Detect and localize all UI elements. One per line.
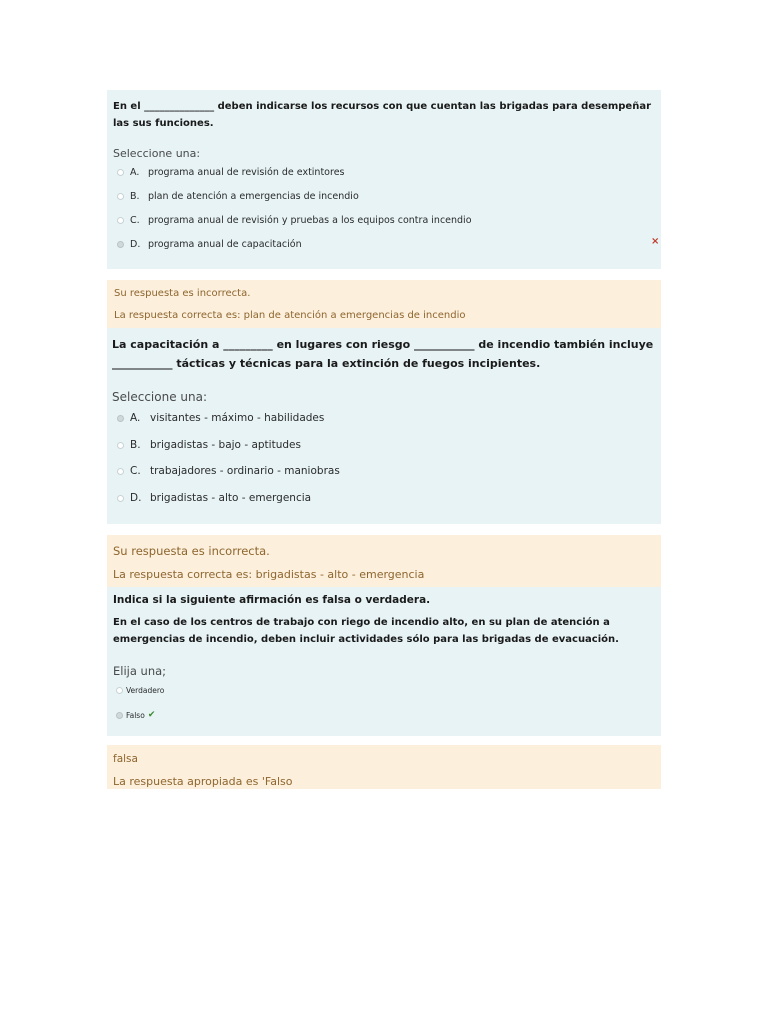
option-letter: B. [130, 439, 141, 451]
feedback-3-status: falsa [113, 753, 138, 765]
radio-button[interactable] [117, 193, 124, 200]
option-letter: C. [130, 215, 140, 226]
question-1-text: En el ______________ deben indicarse los recursos con que cuentan las brigadas para desempeñar las sus funciones. [113, 101, 652, 129]
radio-button[interactable] [117, 468, 124, 475]
question-2-card [107, 328, 661, 524]
radio-button[interactable] [117, 495, 124, 502]
option-label: plan de atención a emergencias de incendio [148, 191, 359, 202]
feedback-2-status: Su respuesta es incorrecta. [113, 544, 270, 558]
question-1-option-a[interactable] [117, 167, 345, 178]
feedback-2 [107, 535, 661, 587]
feedback-1 [107, 280, 661, 328]
feedback-2-correct-answer: La respuesta correcta es: brigadistas - alto - emergencia [113, 568, 425, 581]
radio-button[interactable] [117, 217, 124, 224]
option-letter: D. [130, 239, 141, 250]
option-label: Verdadero [126, 686, 165, 695]
radio-button[interactable] [117, 442, 124, 449]
radio-button-selected[interactable] [117, 415, 124, 422]
option-letter: A. [130, 412, 141, 424]
option-letter: A. [130, 167, 140, 178]
option-label: programa anual de capacitación [148, 239, 302, 250]
question-3-prompt: Elija una; [113, 664, 167, 678]
question-3-title: Indica si la siguiente afirmación es falsa o verdadera. [113, 594, 431, 606]
radio-button[interactable] [117, 169, 124, 176]
option-label: trabajadores - ordinario - maniobras [150, 465, 340, 477]
check-icon: ✔ [147, 710, 156, 720]
option-label: programa anual de revisión de extintores [148, 167, 345, 178]
question-2-prompt: Seleccione una: [112, 390, 207, 404]
option-label: Falso [126, 710, 145, 720]
feedback-3 [107, 745, 661, 789]
option-label: brigadistas - alto - emergencia [150, 492, 312, 504]
question-2-option-c[interactable] [117, 465, 340, 477]
option-label: programa anual de revisión y pruebas a los equipos contra incendio [148, 215, 472, 226]
question-3-card [107, 587, 661, 736]
option-label: brigadistas - bajo - aptitudes [150, 439, 301, 451]
question-1-option-b[interactable] [117, 191, 359, 202]
question-2-text: La capacitación a _________ en lugares con riesgo ___________ de incendio también incluye ___________ tácticas y técnicas para la extinción de fuegos incipientes. [112, 338, 654, 370]
question-1-prompt: Seleccione una: [113, 147, 201, 160]
option-letter: B. [130, 191, 140, 202]
question-3-option-falso[interactable] [116, 710, 155, 720]
option-label: visitantes - máximo - habilidades [150, 412, 325, 424]
feedback-1-status: Su respuesta es incorrecta. [114, 288, 251, 299]
feedback-3-correct-answer: La respuesta apropiada es 'Falso [113, 775, 293, 788]
question-1-option-d[interactable] [117, 239, 302, 250]
question-3-text: En el caso de los centros de trabajo con riego de incendio alto, en su plan de atención a emergencias de incendio, deben incluir actividades sólo para las brigadas de evacuación. [113, 617, 619, 645]
feedback-1-correct-answer: La respuesta correcta es: plan de atención a emergencias de incendio [114, 310, 466, 321]
question-2-option-d[interactable] [117, 492, 311, 504]
option-letter: D. [130, 492, 142, 504]
question-1-card [107, 90, 661, 269]
radio-button[interactable] [116, 687, 123, 694]
option-letter: C. [130, 465, 141, 477]
radio-button-selected[interactable] [116, 712, 123, 719]
question-1-option-c[interactable] [117, 215, 472, 226]
question-3-option-verdadero[interactable] [116, 686, 164, 695]
question-2-option-b[interactable] [117, 439, 301, 451]
radio-button-selected[interactable] [117, 241, 124, 248]
question-2-option-a[interactable] [117, 412, 324, 424]
incorrect-icon: × [651, 236, 660, 247]
